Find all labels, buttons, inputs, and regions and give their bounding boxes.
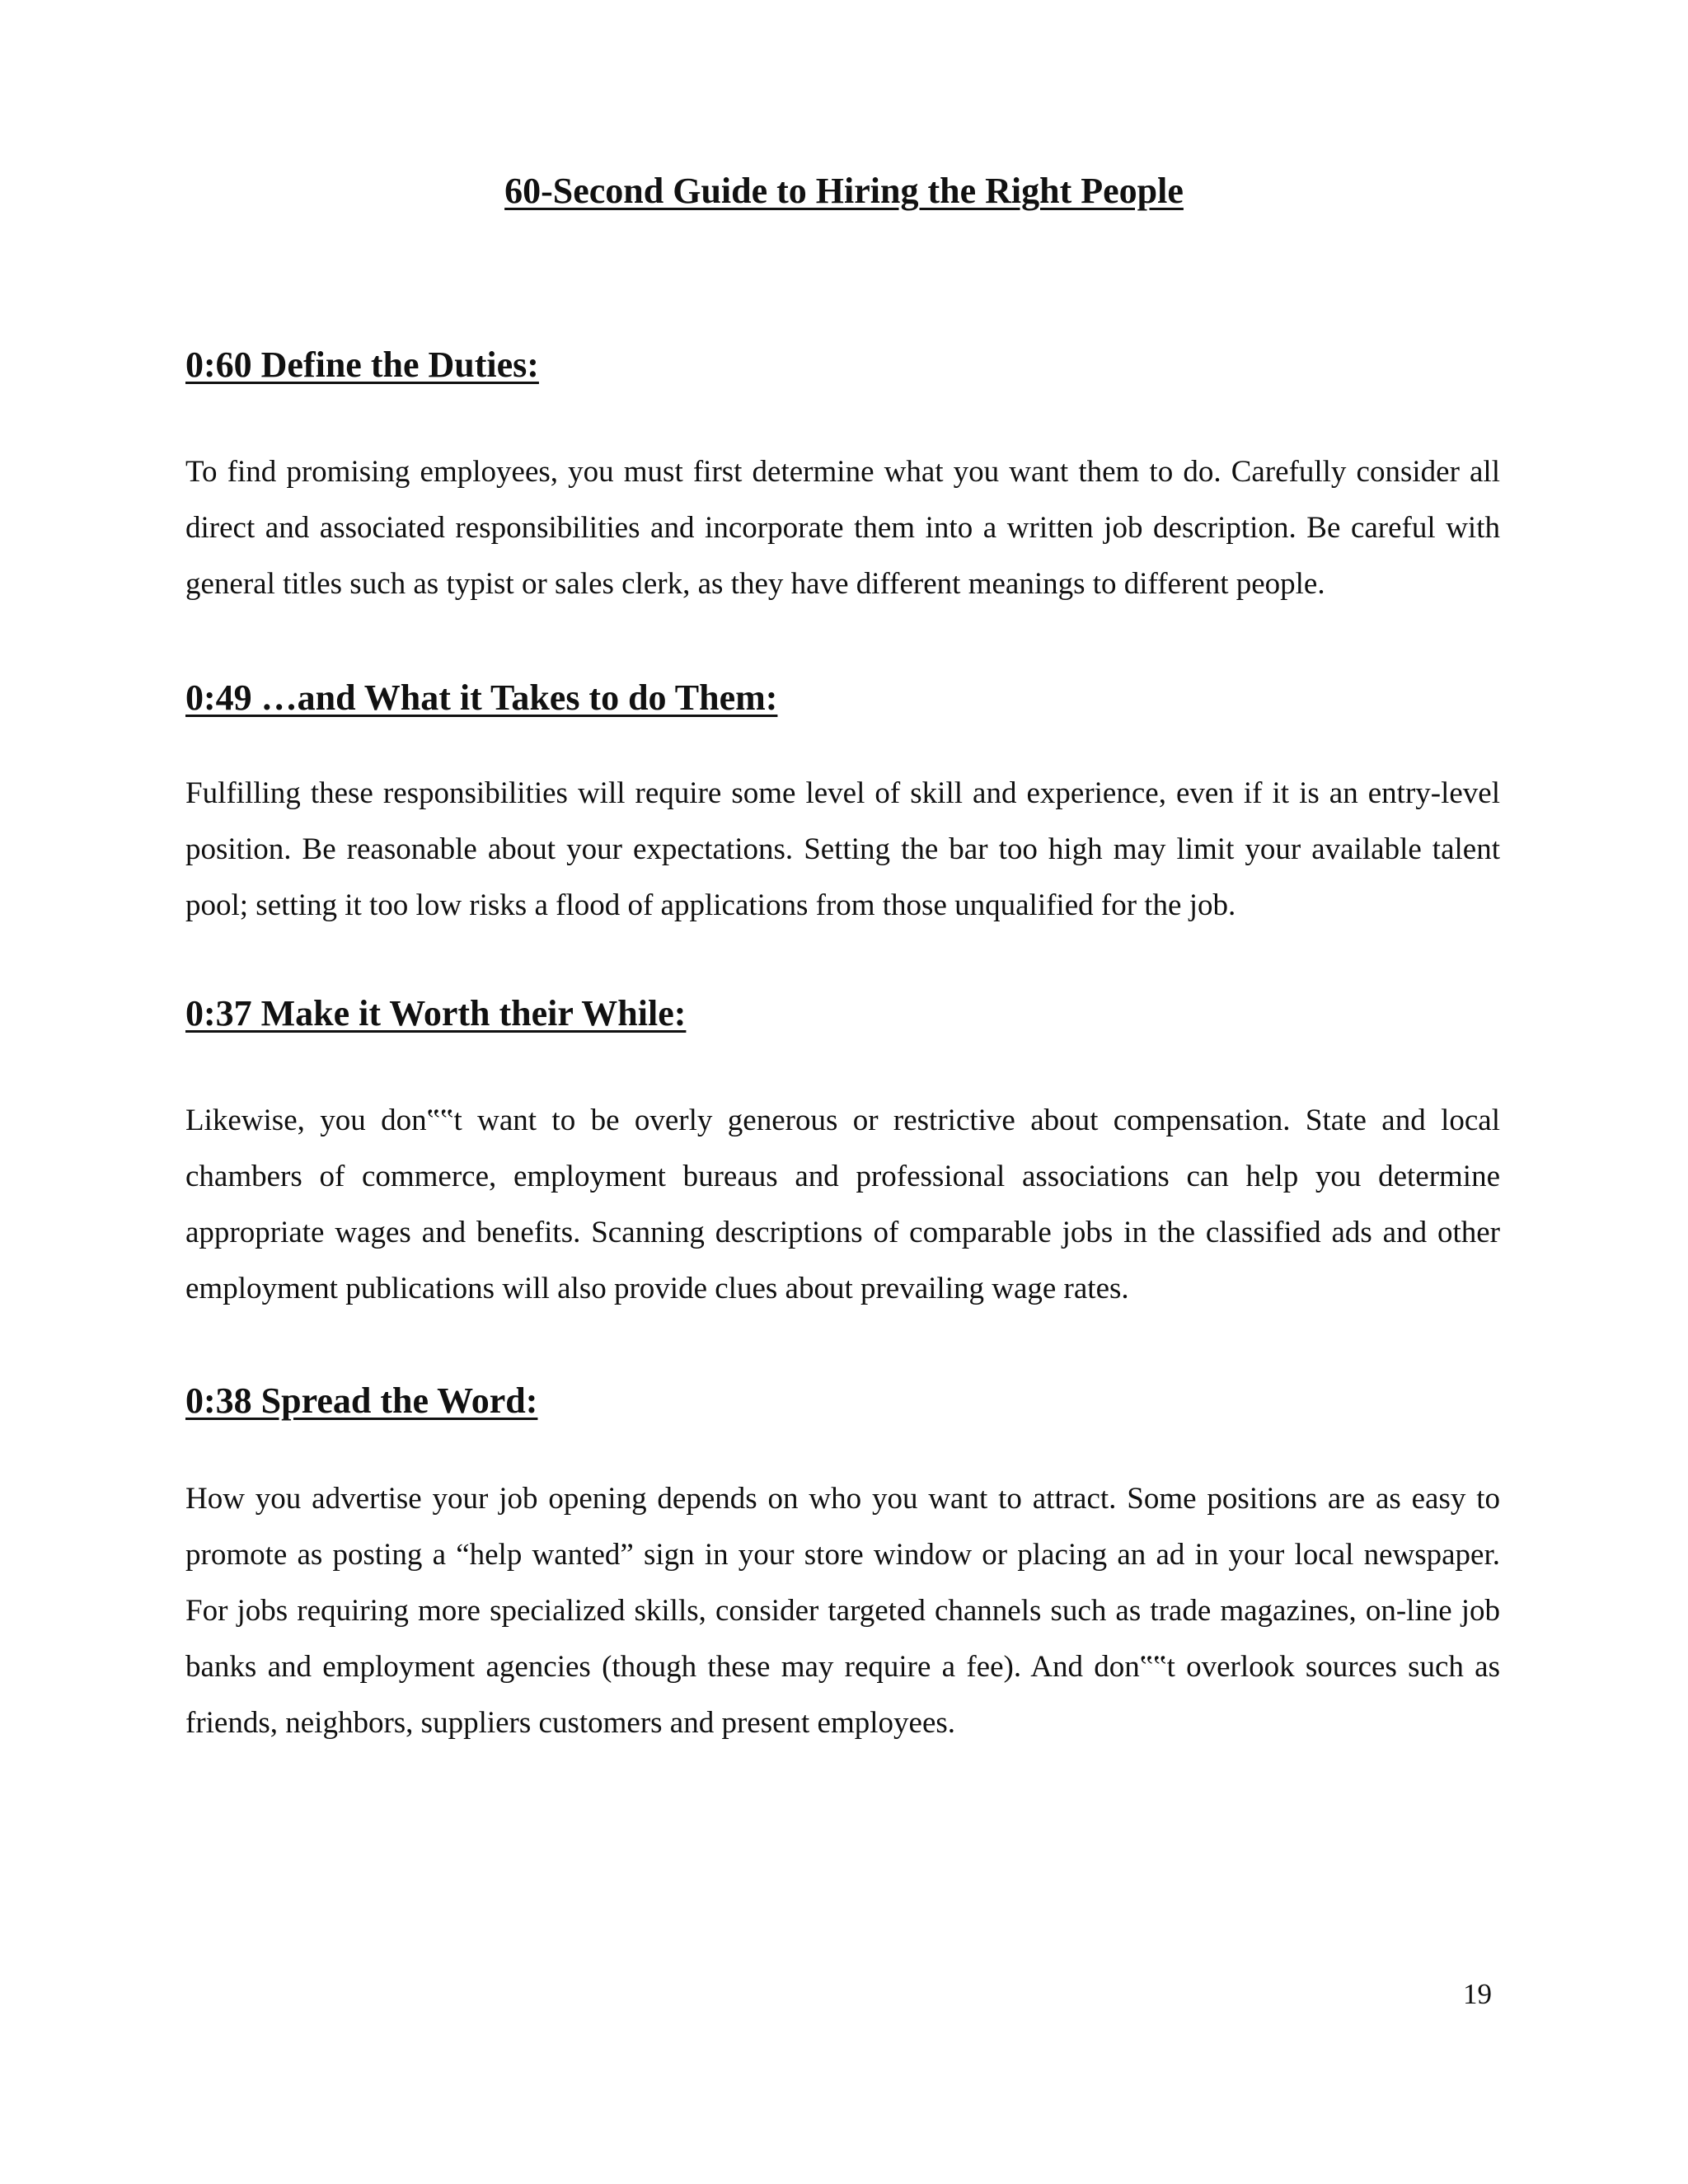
section-paragraph: How you advertise your job opening depends on who you want to attract. Some positions are as easy to promote as posting a “help wanted” sign in your store window or placing an ad in your local newspaper. For jobs requiring more specialized skills, consider targeted channels such as trade magazines, on-line job banks and employment agencies (though these may require a fee). And don‟‟t overlook sources such as friends, neighbors, suppliers customers and present employees. bbox=[185, 1482, 1500, 1740]
section-define-duties bbox=[185, 340, 1500, 612]
section-what-it-takes bbox=[185, 673, 1500, 934]
section-heading: 0:37 Make it Worth their While: bbox=[185, 993, 687, 1033]
section-heading: 0:49 …and What it Takes to do Them: bbox=[185, 677, 778, 718]
page-number: 19 bbox=[1463, 1978, 1492, 2010]
section-paragraph: To find promising employees, you must first determine what you want them to do. Carefully consider all direct and associated responsibilities and incorporate them into a written job description. Be careful with general titles such as typist or sales clerk, as they have different meanings to different people. bbox=[185, 455, 1500, 601]
section-paragraph: Fulfilling these responsibilities will require some level of skill and experience, even if it is an entry-level position. Be reasonable about your expectations. Setting the bar too high may limit your available talent pool; setting it too low risks a flood of applications from those unqualified for the job. bbox=[185, 776, 1500, 922]
section-paragraph: Likewise, you don‟‟t want to be overly generous or restrictive about compensation. State and local chambers of commerce, employment bureaus and professional associations can help you determine appropriate wages and benefits. Scanning descriptions of comparable jobs in the classified ads and other employment publications will also provide clues about prevailing wage rates. bbox=[185, 1104, 1500, 1305]
page-title: 60-Second Guide to Hiring the Right People bbox=[504, 171, 1184, 211]
section-heading: 0:38 Spread the Word: bbox=[185, 1380, 538, 1421]
section-heading: 0:60 Define the Duties: bbox=[185, 344, 539, 385]
section-spread-the-word bbox=[185, 1376, 1500, 1751]
section-worth-their-while bbox=[185, 989, 1500, 1317]
